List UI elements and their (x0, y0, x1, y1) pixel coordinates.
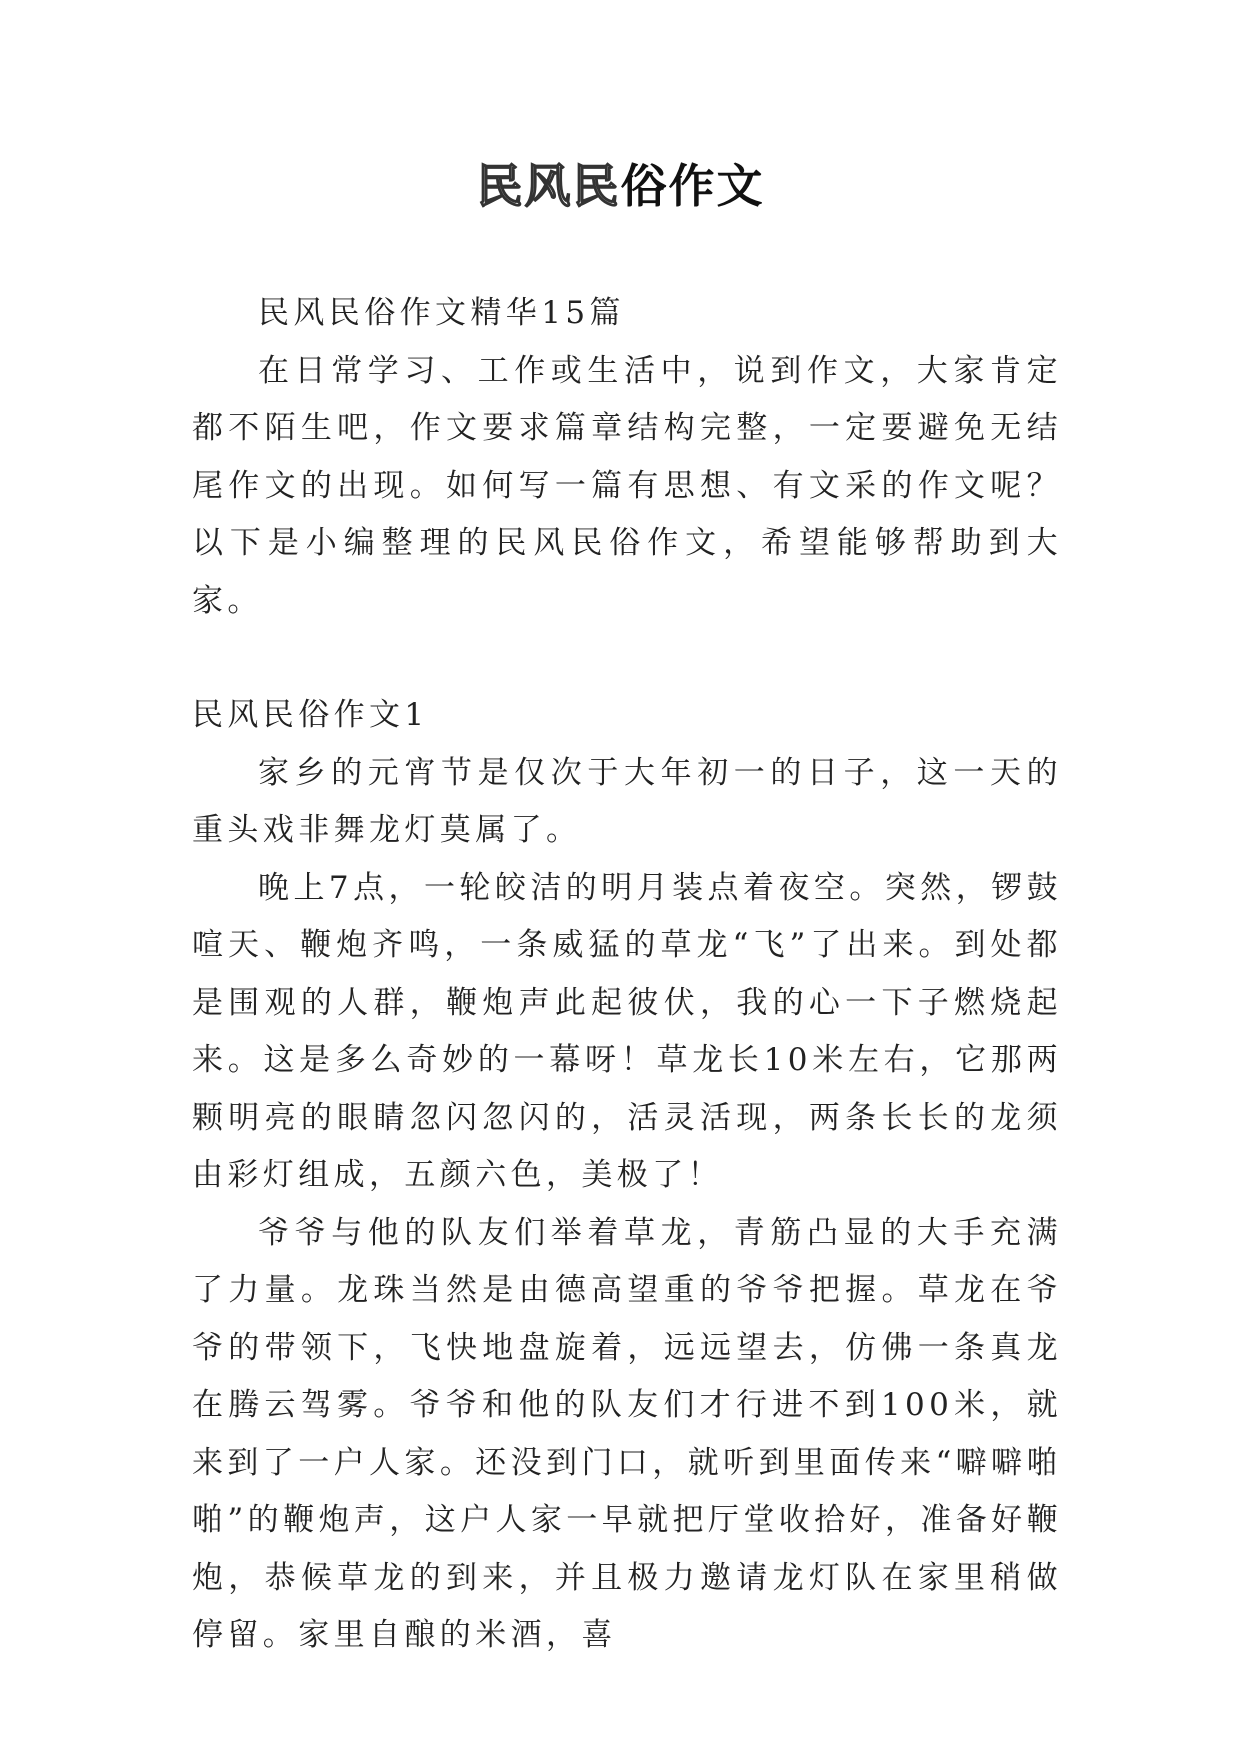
title-solid-part-2: 民 (572, 159, 621, 213)
intro-paragraph: 在日常学习、工作或生活中，说到作文，大家肯定都不陌生吧，作文要求篇章结构完整，一定要避免无结尾作文的出现。如何写一篇有思想、有文采的作文呢？以下是小编整理的民风民俗作文，希望能够帮助到大家。 (192, 352, 1062, 619)
document-body (192, 285, 1062, 1665)
body-paragraph-3: 爷爷与他的队友们举着草龙，青筋凸显的大手充满了力量。龙珠当然是由德高望重的爷爷把握。草龙在爷爷的带领下，飞快地盘旋着，远远望去，仿佛一条真龙在腾云驾雾。爷爷和他的队友们才行进不到100米，就来到了一户人家。还没到门口，就听到里面传来“噼噼啪啪”的鞭炮声，这户人家一早就把厅堂收拾好，准备好鞭炮，恭候草龙的到来，并且极力邀请龙灯队在家里稍做停留。家里自酿的米酒，喜 (192, 1214, 1062, 1653)
section-heading: 民风民俗作文1 (192, 697, 429, 733)
body-paragraph-1: 家乡的元宵节是仅次于大年初一的日子，这一天的重头戏非舞龙灯莫属了。 (192, 754, 1062, 848)
document-title (0, 150, 1241, 216)
body-paragraph-2: 晚上7点，一轮皎洁的明月装点着夜空。突然，锣鼓喧天、鞭炮齐鸣，一条威猛的草龙“飞”了出来。到处都是围观的人群，鞭炮声此起彼伏，我的心一下子燃烧起来。这是多么奇妙的一幕呀！草龙长10米左右，它那两颗明亮的眼睛忽闪忽闪的，活灵活现，两条长长的龙须由彩灯组成，五颜六色，美极了！ (192, 869, 1062, 1193)
document-subtitle: 民风民俗作文精华15篇 (258, 295, 625, 331)
title-outlined-part-1: 民风 (476, 159, 573, 213)
title-solid-part-3: 俗作文 (620, 159, 765, 213)
